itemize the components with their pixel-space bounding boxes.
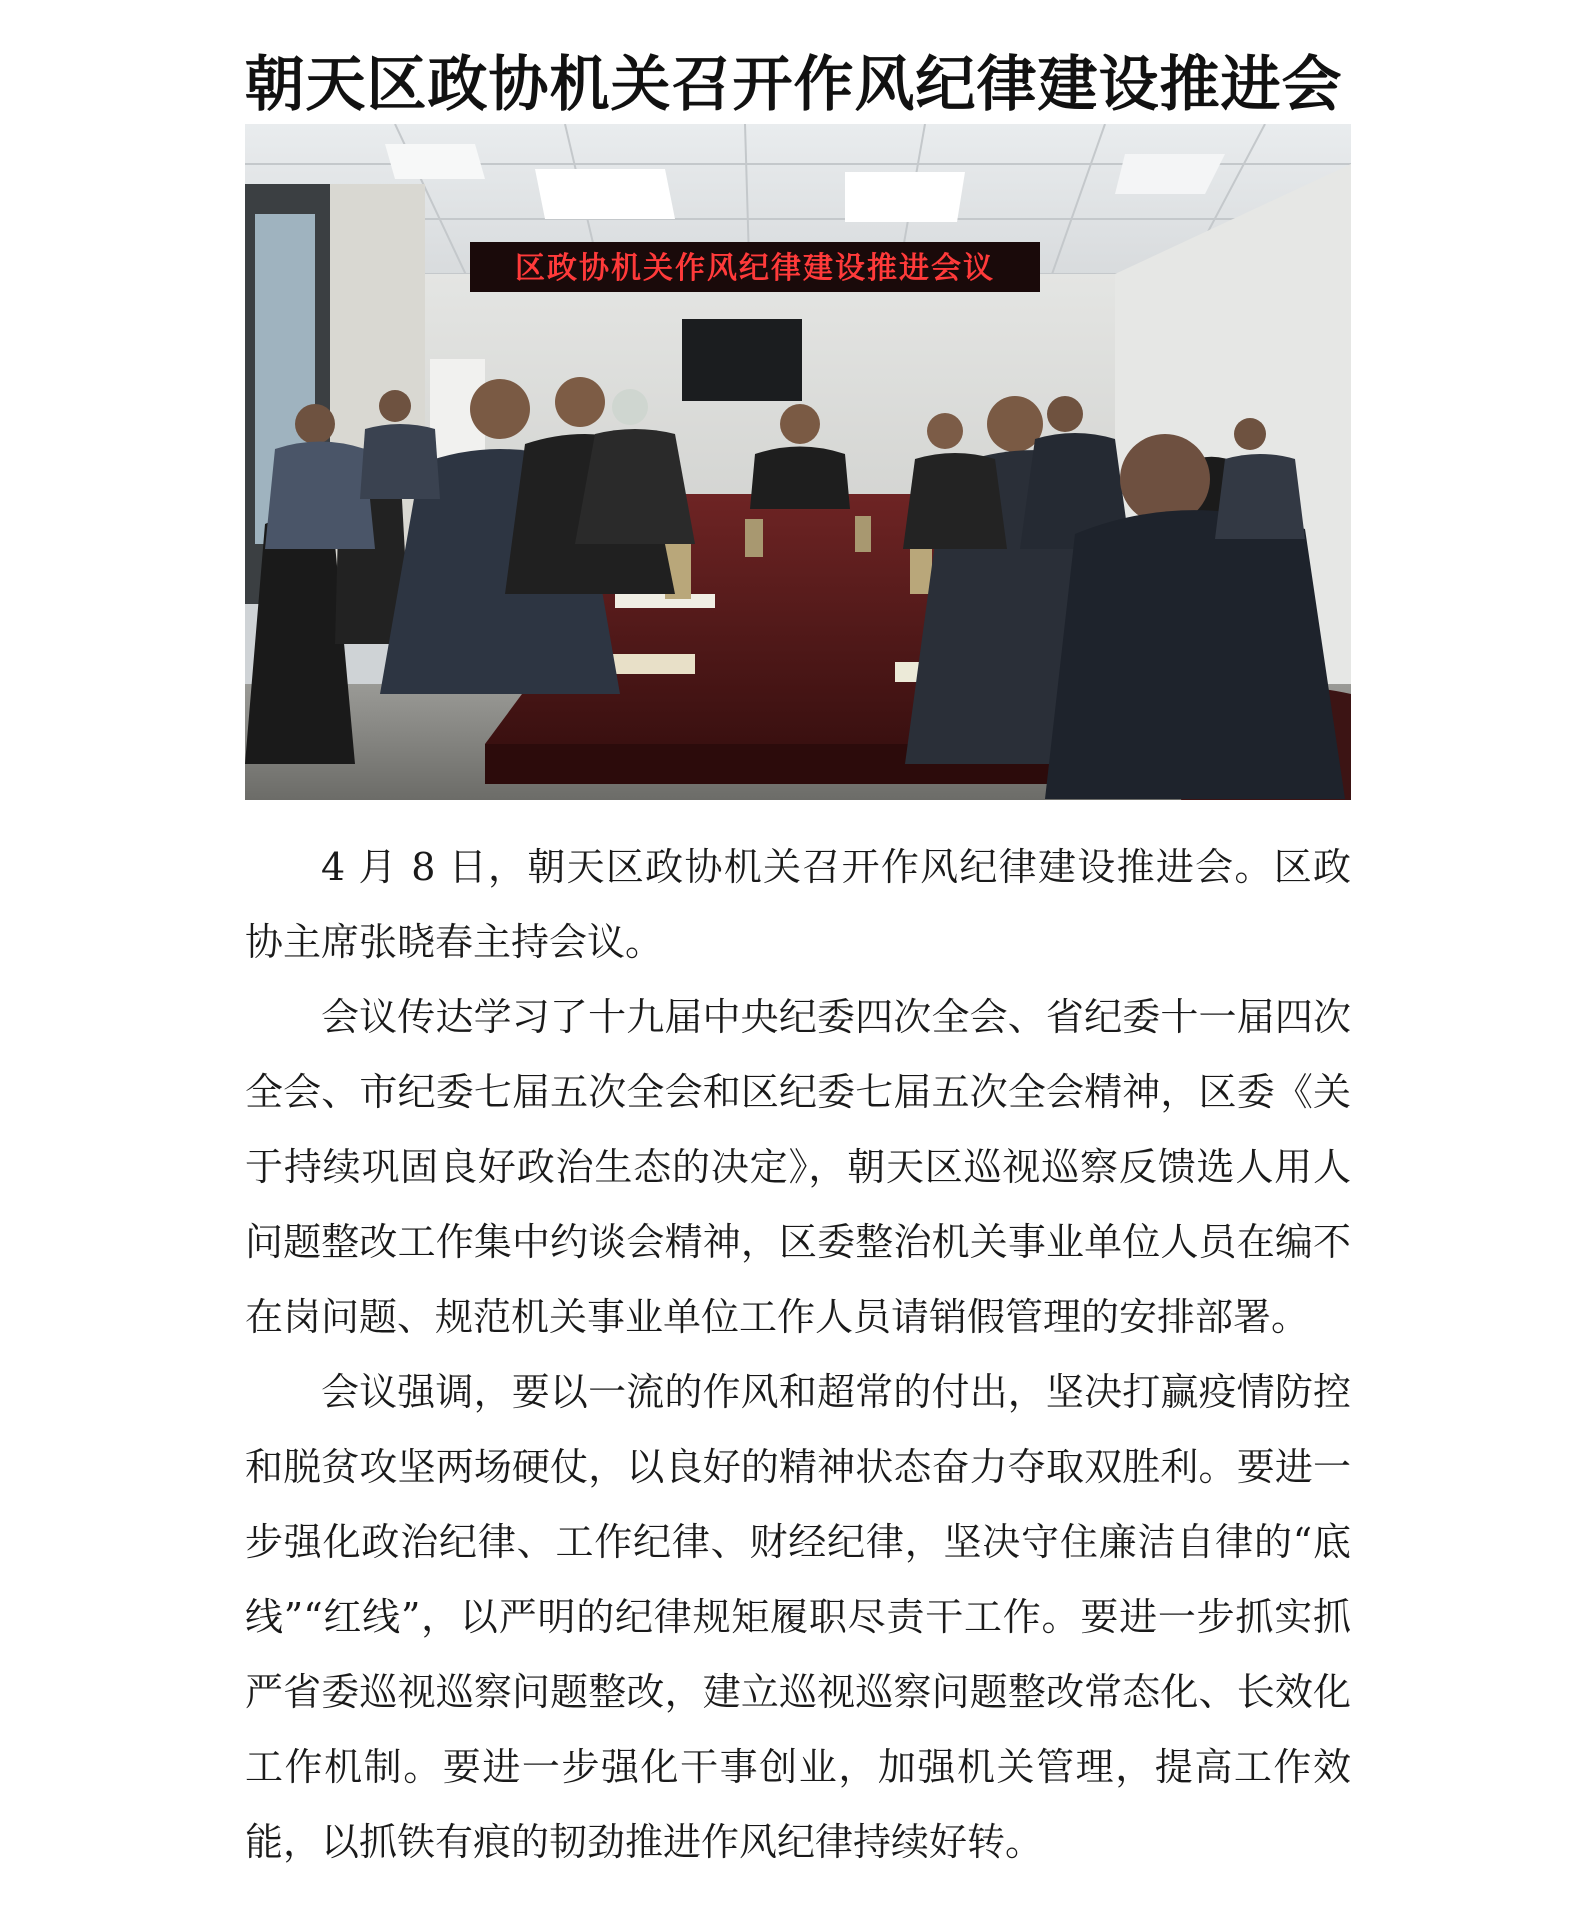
- ceiling-light: [385, 144, 485, 179]
- meeting-photo: [245, 124, 1351, 800]
- tea-cup: [745, 519, 763, 557]
- paragraph-2: 会议传达学习了十九届中央纪委四次全会、省纪委十一届四次全会、市纪委七届五次全会和区纪委七届五次全会精神，区委《关于持续巩固良好政治生态的决定》，朝天区巡视巡察反馈选人用人问题整改工作集中约谈会精神，区委整治机关事业单位人员在编不在岗问题、规范机关事业单位工作人员请销假管理的安排部署。: [245, 995, 1351, 1339]
- tea-cup: [855, 516, 871, 552]
- ceiling-light: [845, 172, 965, 222]
- tv-screen: [682, 319, 802, 401]
- paragraph-3: 会议强调，要以一流的作风和超常的付出，坚决打赢疫情防控和脱贫攻坚两场硬仗，以良好的精神状态奋力夺取双胜利。要进一步强化政治纪律、工作纪律、财经纪律，坚决守住廉洁自律的“底线”“红线”，以严明的纪律规矩履职尽责干工作。要进一步抓实抓严省委巡视巡察问题整改，建立巡视巡察问题整改常态化、长效化工作机制。要进一步强化干事创业，加强机关管理，提高工作效能，以抓铁有痕的韧劲推进作风纪律持续好转。: [245, 1370, 1351, 1864]
- led-banner-text: 区政协机关作风纪律建设推进会议: [515, 251, 995, 286]
- paragraph-1: 4 月 8 日，朝天区政协机关召开作风纪律建设推进会。区政协主席张晓春主持会议。: [245, 845, 1351, 964]
- ceiling-light: [535, 169, 675, 219]
- article-body: [245, 830, 1351, 1880]
- tea-cup: [910, 544, 932, 594]
- article-title: 朝天区政协机关召开作风纪律建设推进会: [244, 50, 1343, 121]
- meeting-photo-illustration: [245, 124, 1351, 800]
